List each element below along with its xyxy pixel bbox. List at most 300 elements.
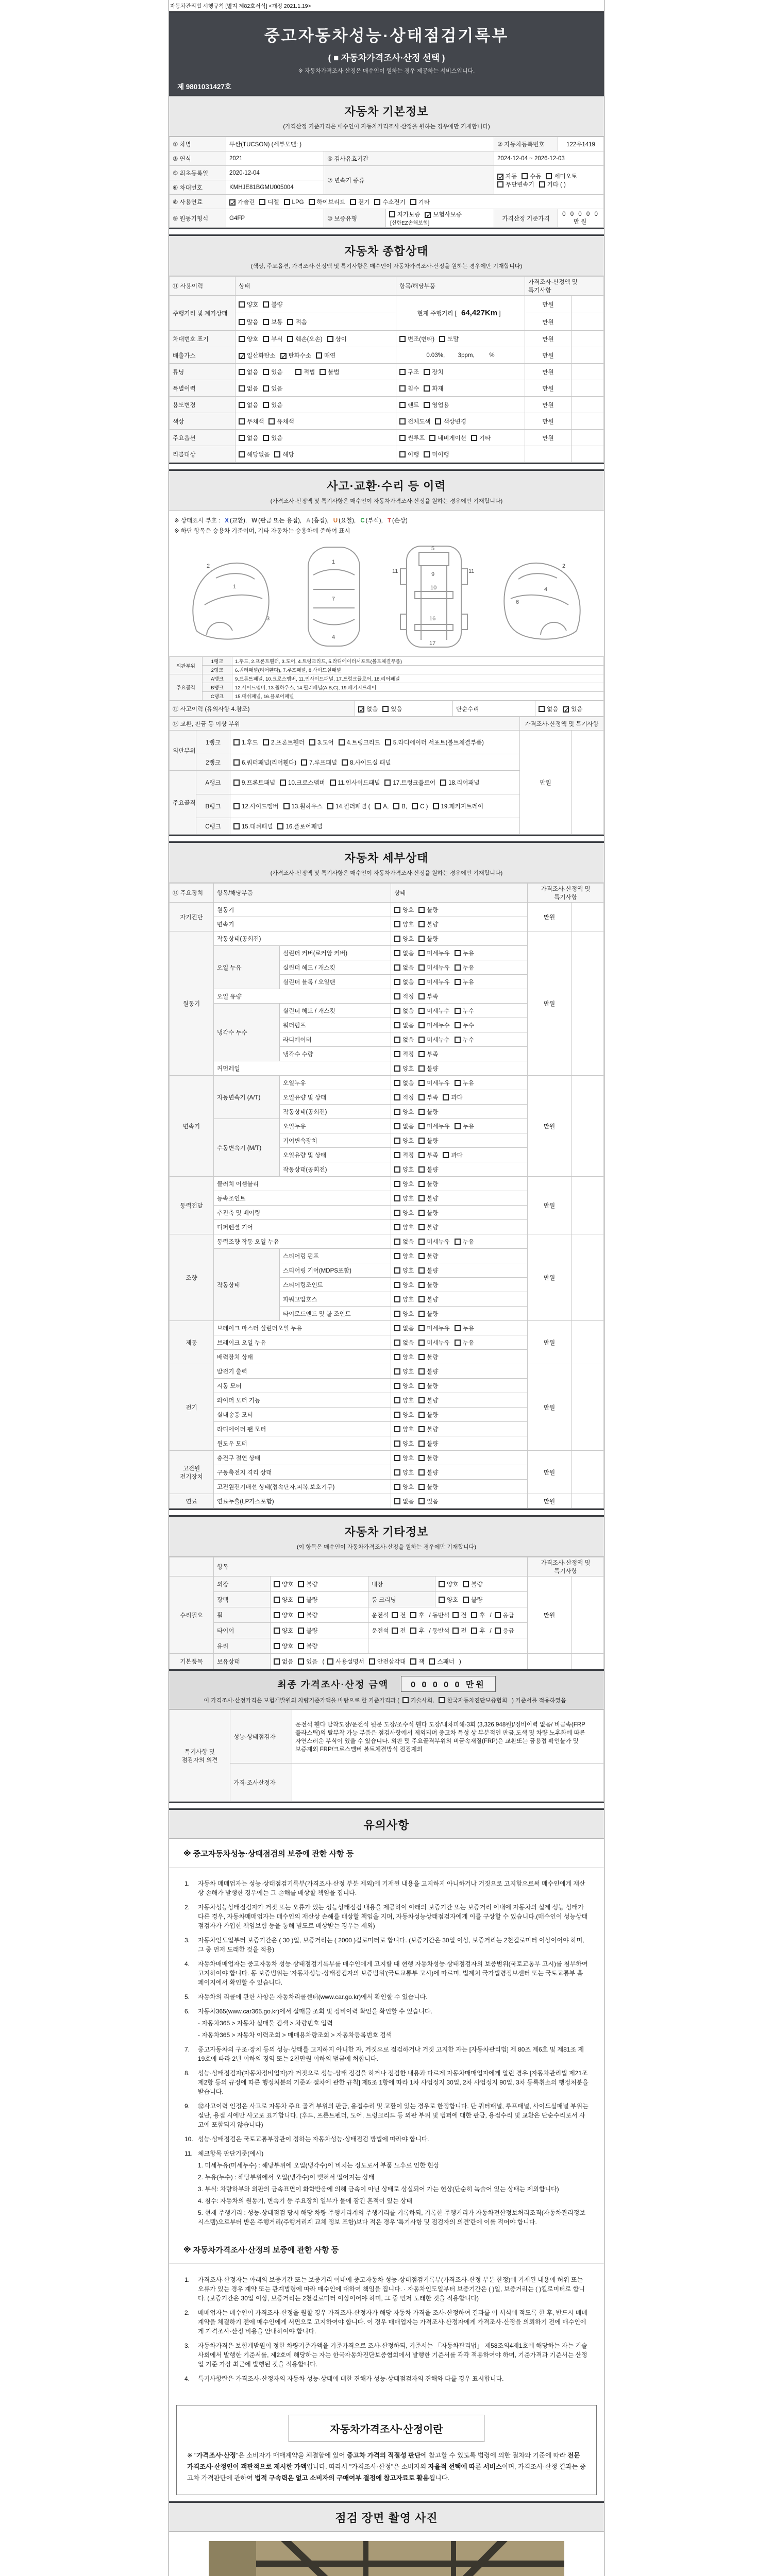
checkbox-unchecked[interactable] [263, 739, 269, 745]
checkbox-unchecked[interactable] [394, 979, 400, 985]
notice-item-number: 4. [184, 2375, 190, 2382]
checkbox-unchecked[interactable] [298, 1628, 304, 1634]
checkbox-unchecked[interactable] [263, 336, 269, 342]
checkbox-unchecked[interactable] [455, 1340, 461, 1346]
checkbox-unchecked[interactable] [239, 369, 245, 375]
checkbox-unchecked[interactable] [274, 1643, 280, 1649]
overall-state-table [169, 276, 604, 463]
checkbox-unchecked[interactable] [350, 199, 356, 205]
checkbox-unchecked[interactable] [309, 739, 315, 745]
checkbox-unchecked[interactable] [439, 1597, 445, 1603]
checkbox-unchecked[interactable] [298, 1658, 304, 1665]
checkbox-unchecked[interactable] [394, 1296, 400, 1302]
notice-item-text [198, 1903, 589, 1930]
text-label: / 동반석 [429, 1628, 450, 1634]
checkbox-unchecked[interactable] [280, 779, 286, 786]
item-label: 커먼레일 [214, 1061, 391, 1076]
legend-rank: 2랭크 [203, 666, 232, 674]
checkbox-unchecked[interactable] [394, 936, 400, 942]
checkbox-unchecked[interactable] [418, 936, 425, 942]
checkbox-unchecked[interactable] [418, 1210, 425, 1216]
text-label: (손상) [392, 518, 408, 524]
checkbox-unchecked[interactable] [394, 1065, 400, 1072]
checkbox-option [394, 949, 414, 957]
checkbox-label: 불량 [427, 1368, 439, 1375]
checkbox-unchecked[interactable] [233, 759, 240, 766]
text-label [287, 369, 292, 376]
checkbox-unchecked[interactable] [309, 199, 315, 205]
checkbox-unchecked[interactable] [418, 1267, 425, 1274]
checkbox-unchecked[interactable] [394, 1195, 400, 1201]
legend-group: 외판부위 [170, 657, 203, 674]
checkbox-unchecked[interactable] [298, 1597, 304, 1603]
checkbox-unchecked[interactable] [394, 1440, 400, 1447]
checkbox-unchecked[interactable] [424, 402, 430, 408]
checkbox-label: 누수 [462, 1008, 474, 1014]
checkbox-unchecked[interactable] [418, 1181, 425, 1187]
price-cell: 만원 [528, 1321, 572, 1364]
state-cell [391, 975, 528, 989]
checkbox-unchecked[interactable] [274, 1658, 280, 1665]
checkbox-unchecked[interactable] [327, 803, 333, 809]
checkbox-unchecked[interactable] [418, 1311, 425, 1317]
checkbox-unchecked[interactable] [439, 336, 445, 342]
checkbox-unchecked[interactable] [418, 1152, 425, 1158]
checkbox-unchecked[interactable] [394, 1166, 400, 1173]
item-label: 기어변속장치 [280, 1133, 391, 1148]
notice-item-subline: 2. 누유(누수) : 해당부위에서 오일(냉각수)이 맺혀서 떨어지는 상태 [198, 2174, 375, 2181]
pricing-definition-body [187, 2450, 586, 2484]
checkbox-unchecked[interactable] [239, 301, 245, 308]
checkbox-checked[interactable]: ✓ [281, 352, 287, 360]
checkbox-unchecked[interactable] [394, 950, 400, 956]
label-engine-type: ⑨ 원동기형식 [170, 209, 226, 228]
checkbox-unchecked[interactable] [382, 706, 389, 712]
panel-group-주요골격: 주요골격 [170, 771, 196, 835]
checkbox-unchecked[interactable] [439, 1697, 445, 1703]
checkbox-option [424, 401, 449, 409]
checkbox-unchecked[interactable] [418, 1022, 425, 1028]
checkbox-option [439, 1596, 458, 1604]
checkbox-unchecked[interactable] [394, 1022, 400, 1028]
checkbox-unchecked[interactable] [298, 1581, 304, 1587]
checkbox-unchecked[interactable] [410, 1658, 416, 1665]
checkbox-unchecked[interactable] [495, 1612, 501, 1618]
price-cell: 만원 [525, 430, 572, 446]
checkbox-unchecked[interactable] [394, 1469, 400, 1476]
checkbox-unchecked[interactable] [394, 1354, 400, 1360]
checkbox-unchecked[interactable] [342, 759, 348, 766]
checkbox-unchecked[interactable] [418, 1455, 425, 1461]
checkbox-unchecked[interactable] [394, 1311, 400, 1317]
value-fuel [226, 195, 604, 209]
checkbox-unchecked[interactable] [392, 1612, 398, 1618]
checkbox-unchecked[interactable] [410, 1612, 416, 1618]
section-overall-title: 자동차 종합상태 [344, 245, 429, 258]
checkbox-option [410, 1657, 424, 1666]
checkbox-unchecked[interactable] [233, 739, 240, 745]
checkbox-label: 화재 [432, 385, 444, 392]
checkbox-unchecked[interactable] [239, 385, 245, 392]
checkbox-unchecked[interactable] [418, 1340, 425, 1346]
item-label: 워터펌프 [280, 1018, 391, 1032]
checkbox-unchecked[interactable] [399, 385, 406, 392]
section-basic-subtitle: (가격산정 기준가격은 매수인이 자동차가격조사·산정을 원하는 경우에만 기재합니다) [283, 124, 490, 130]
checkbox-unchecked[interactable] [418, 979, 425, 985]
checkbox-option [418, 1137, 438, 1145]
checkbox-label: 미세누유 [427, 1123, 450, 1130]
checkbox-label: 미세누유 [427, 964, 450, 971]
checkbox-label: 한국자동차진단보증협회 [447, 1698, 508, 1704]
checkbox-unchecked[interactable] [429, 1658, 435, 1665]
checkbox-unchecked[interactable] [522, 173, 528, 179]
checkbox-unchecked[interactable] [239, 336, 245, 342]
checkbox-unchecked[interactable] [233, 823, 240, 829]
checkbox-unchecked[interactable] [455, 950, 461, 956]
checkbox-unchecked[interactable] [394, 1383, 400, 1389]
checkbox-unchecked[interactable] [435, 418, 441, 425]
state-cell [391, 1451, 528, 1465]
checkbox-option [394, 1036, 414, 1044]
checkbox-unchecked[interactable] [455, 1123, 461, 1129]
checkbox-unchecked[interactable] [274, 1597, 280, 1603]
checkbox-unchecked[interactable] [263, 301, 269, 308]
checkbox-unchecked[interactable] [418, 1397, 425, 1403]
checkbox-unchecked[interactable] [455, 1022, 461, 1028]
checkbox-unchecked[interactable] [539, 706, 545, 712]
checkbox-unchecked[interactable] [394, 1123, 400, 1129]
checkbox-unchecked[interactable] [268, 418, 275, 425]
checkbox-unchecked[interactable] [394, 1037, 400, 1043]
checkbox-unchecked[interactable] [284, 199, 290, 205]
checkbox-unchecked[interactable] [424, 385, 430, 392]
checkbox-unchecked[interactable] [418, 907, 425, 913]
notice-item-number: 8. [184, 2070, 190, 2077]
value-car-name: 투싼(TUCSON) (세부모델: ) [226, 137, 494, 151]
checkbox-option [399, 450, 419, 459]
checkbox-unchecked[interactable] [471, 435, 477, 441]
checkbox-unchecked[interactable] [394, 1426, 400, 1432]
checkbox-unchecked[interactable] [418, 1412, 425, 1418]
checkbox-checked[interactable]: ✓ [498, 173, 504, 181]
checkbox-unchecked[interactable] [393, 803, 399, 809]
checkbox-unchecked[interactable] [455, 979, 461, 985]
checkbox-unchecked[interactable] [239, 435, 245, 441]
checkbox-unchecked[interactable] [418, 1368, 425, 1375]
checkbox-label: 누유 [462, 1080, 474, 1087]
state-cell [391, 1249, 528, 1263]
checkbox-unchecked[interactable] [394, 1224, 400, 1230]
checkbox-unchecked[interactable] [418, 1123, 425, 1129]
checkbox-unchecked[interactable] [418, 1008, 425, 1014]
checkbox-unchecked[interactable] [418, 1325, 425, 1331]
checkbox-unchecked[interactable] [233, 803, 240, 809]
checkbox-label: 없음 [402, 1498, 414, 1505]
pricing-definition-segment: 전문 가격조사·산정인이 객관적으로 제시한 가액 [187, 2452, 580, 2470]
checkbox-label: 응급 [502, 1612, 514, 1619]
checkbox-unchecked[interactable] [239, 402, 245, 408]
checkbox-unchecked[interactable] [433, 803, 439, 809]
checkbox-unchecked[interactable] [263, 319, 269, 325]
checkbox-unchecked[interactable] [418, 1094, 425, 1100]
checkbox-unchecked[interactable] [463, 1581, 469, 1587]
checkbox-unchecked[interactable] [418, 1138, 425, 1144]
checkbox-unchecked[interactable] [412, 803, 418, 809]
checkbox-unchecked[interactable] [374, 199, 380, 205]
checkbox-unchecked[interactable] [394, 1325, 400, 1331]
checkbox-unchecked[interactable] [418, 1469, 425, 1476]
checkbox-unchecked[interactable] [263, 369, 269, 375]
section-detail-title: 자동차 세부상태 [344, 852, 429, 865]
checkbox-unchecked[interactable] [452, 1612, 459, 1618]
legend-items: 9.프론트패널, 10.크로스멤버, 11.인사이드패널, 17.트렁크플로어, 18.리어패널 [232, 674, 604, 683]
svg-text:11: 11 [468, 568, 475, 574]
checkbox-unchecked[interactable] [418, 1498, 425, 1504]
checkbox-unchecked[interactable] [418, 1195, 425, 1201]
checkbox-label: 누유 [462, 1123, 474, 1130]
checkbox-option [394, 1122, 414, 1130]
checkbox-unchecked[interactable] [418, 1440, 425, 1447]
checkbox-unchecked[interactable] [394, 1282, 400, 1288]
checkbox-unchecked[interactable] [389, 211, 395, 217]
checkbox-unchecked[interactable] [418, 993, 425, 999]
checkbox-unchecked[interactable] [418, 1383, 425, 1389]
checkbox-checked[interactable]: ✓ [359, 705, 365, 714]
checkbox-label: 유채색 [277, 418, 294, 425]
checkbox-unchecked[interactable] [443, 1094, 449, 1100]
item-label: 실린더 커버(로커암 커버) [280, 946, 391, 960]
checkbox-unchecked[interactable] [394, 1368, 400, 1375]
checkbox-unchecked[interactable] [369, 1658, 375, 1665]
column-header-state: 상태 [391, 884, 528, 903]
checkbox-unchecked[interactable] [320, 369, 326, 375]
checkbox-unchecked[interactable] [298, 1612, 304, 1618]
checkbox-unchecked[interactable] [384, 779, 391, 786]
checkbox-unchecked[interactable] [287, 319, 293, 325]
checkbox-checked[interactable]: ✓ [564, 705, 570, 714]
checkbox-unchecked[interactable] [424, 451, 430, 457]
checkbox-unchecked[interactable] [394, 1340, 400, 1346]
checkbox-unchecked[interactable] [399, 418, 406, 425]
checkbox-unchecked[interactable] [455, 1325, 461, 1331]
checkbox-option [394, 1281, 414, 1289]
checkbox-unchecked[interactable] [455, 1080, 461, 1086]
checkbox-unchecked[interactable] [546, 173, 552, 179]
checkbox-unchecked[interactable] [394, 1397, 400, 1403]
notice-item-text [198, 2374, 589, 2383]
state-code-legend [174, 516, 599, 524]
checkbox-unchecked[interactable] [274, 1628, 280, 1634]
checkbox-unchecked[interactable] [418, 1426, 425, 1432]
checkbox-unchecked[interactable] [394, 907, 400, 913]
checkbox-unchecked[interactable] [418, 1282, 425, 1288]
checkbox-unchecked[interactable] [233, 779, 240, 786]
checkbox-unchecked[interactable] [263, 435, 269, 441]
notice-item [184, 1879, 589, 1897]
state-cell [391, 1422, 528, 1436]
checkbox-unchecked[interactable] [394, 1181, 400, 1187]
checkbox-label: 양호 [402, 1426, 414, 1433]
checkbox-unchecked[interactable] [394, 1109, 400, 1115]
checkbox-unchecked[interactable] [327, 1658, 333, 1665]
checkbox-unchecked[interactable] [394, 921, 400, 927]
row-label-mileage: 주행거리 및 계기상태 [170, 296, 236, 331]
checkbox-unchecked[interactable] [277, 823, 283, 829]
checkbox-unchecked[interactable] [394, 1210, 400, 1216]
checkbox-option [375, 803, 389, 810]
checkbox-unchecked[interactable] [495, 1628, 501, 1634]
checkbox-unchecked[interactable] [418, 1224, 425, 1230]
checkbox-unchecked[interactable] [399, 369, 406, 375]
checkbox-unchecked[interactable] [418, 1354, 425, 1360]
checkbox-unchecked[interactable] [394, 1267, 400, 1274]
notice-item-number: 2. [184, 1904, 190, 1911]
checkbox-label: 없음 [247, 402, 259, 409]
checkbox-unchecked[interactable] [259, 199, 265, 205]
checkbox-unchecked[interactable] [330, 779, 336, 786]
checkbox-unchecked[interactable] [394, 1008, 400, 1014]
checkbox-unchecked[interactable] [394, 964, 400, 971]
checkbox-unchecked[interactable] [418, 1484, 425, 1490]
checkbox-label: 불량 [471, 1581, 483, 1588]
checkbox-unchecked[interactable] [471, 1612, 477, 1618]
checkbox-label: 미세누수 [427, 1037, 450, 1043]
state-cell [236, 430, 396, 446]
pricing-definition-segment: 됩니다. [429, 2474, 450, 2482]
checkbox-unchecked[interactable] [263, 385, 269, 392]
checkbox-unchecked[interactable] [455, 1037, 461, 1043]
checkbox-unchecked[interactable] [239, 418, 245, 425]
checkbox-unchecked[interactable] [418, 1051, 425, 1057]
checkbox-unchecked[interactable] [418, 1109, 425, 1115]
checkbox-unchecked[interactable] [424, 369, 430, 375]
checkbox-unchecked[interactable] [455, 964, 461, 971]
checkbox-option [418, 1483, 438, 1491]
item-cell [396, 430, 525, 446]
checkbox-unchecked[interactable] [418, 950, 425, 956]
car-damage-diagrams [169, 538, 604, 656]
checkbox-unchecked[interactable] [295, 369, 301, 375]
checkbox-unchecked[interactable] [394, 1138, 400, 1144]
checkbox-unchecked[interactable] [394, 1498, 400, 1504]
checkbox-unchecked[interactable] [274, 1581, 280, 1587]
checkbox-unchecked[interactable] [394, 1152, 400, 1158]
checkbox-unchecked[interactable] [463, 1597, 469, 1603]
checkbox-unchecked[interactable] [418, 1037, 425, 1043]
checkbox-unchecked[interactable] [471, 1628, 477, 1634]
checkbox-unchecked[interactable] [239, 319, 245, 325]
checkbox-option [539, 705, 558, 713]
checkbox-unchecked[interactable] [375, 803, 381, 809]
checkbox-unchecked[interactable] [263, 402, 269, 408]
simple-repair-state [535, 701, 604, 717]
checkbox-unchecked[interactable] [439, 1581, 445, 1587]
checkbox-option [239, 401, 258, 409]
checkbox-unchecked[interactable] [394, 1484, 400, 1490]
checkbox-unchecked[interactable] [418, 1166, 425, 1173]
checkbox-unchecked[interactable] [394, 1051, 400, 1057]
memo-cell [572, 296, 604, 313]
checkbox-label: 누유 [462, 979, 474, 986]
checkbox-option [418, 1209, 438, 1217]
checkbox-unchecked[interactable] [410, 1628, 416, 1634]
row-label-usage: 용도변경 [170, 397, 236, 413]
notice-item [184, 2341, 589, 2369]
checkbox-unchecked[interactable] [418, 1239, 425, 1245]
checkbox-option [393, 803, 407, 810]
checkbox-option [295, 368, 315, 376]
checkbox-label: 없음 [402, 1022, 414, 1029]
checkbox-unchecked[interactable] [327, 336, 333, 342]
checkbox-label: 과다 [451, 1094, 463, 1101]
checkbox-checked[interactable]: ✓ [426, 211, 432, 219]
checkbox-checked[interactable]: ✓ [230, 198, 236, 207]
panel-rank-legend-wrap [169, 656, 604, 701]
checkbox-unchecked[interactable] [283, 803, 290, 809]
checkbox-unchecked[interactable] [394, 1094, 400, 1100]
checkbox-unchecked[interactable] [287, 336, 293, 342]
checkbox-unchecked[interactable] [316, 352, 322, 359]
checkbox-unchecked[interactable] [301, 759, 307, 766]
checkbox-unchecked[interactable] [497, 181, 503, 188]
notice-item-text [198, 2069, 589, 2096]
checkbox-unchecked[interactable] [452, 1628, 459, 1634]
checkbox-unchecked[interactable] [394, 1080, 400, 1086]
checkbox-unchecked[interactable] [418, 964, 425, 971]
checkbox-unchecked[interactable] [402, 1697, 409, 1703]
checkbox-label: 2.프론트휀더 [271, 739, 305, 746]
checkbox-unchecked[interactable] [418, 1253, 425, 1259]
checkbox-unchecked[interactable] [392, 1628, 398, 1634]
checkbox-unchecked[interactable] [239, 451, 245, 457]
checkbox-unchecked[interactable] [399, 336, 406, 342]
checkbox-unchecked[interactable] [394, 1253, 400, 1259]
checkbox-unchecked[interactable] [298, 1643, 304, 1649]
checkbox-unchecked[interactable] [274, 451, 280, 457]
checkbox-unchecked[interactable] [455, 1008, 461, 1014]
checkbox-unchecked[interactable] [394, 993, 400, 999]
checkbox-unchecked[interactable] [429, 435, 435, 441]
checkbox-unchecked[interactable] [385, 739, 391, 745]
notice-item-body: 성능·상태점검자(자동차정비업자)가 거짓으로 성능·상태 점검을 하거나 점검한 내용과 다르게 자동차매매업자에게 알린 경우 [자동차관리법 제21조 제2항 등의 규정에 따른 행정처분의 기준과 절차에 관한 규칙] 제5조 1항에 따라 1차 사업정지 30일, 2차 사업정지 90일, 3차 등록취소의 행정처분을 받습니다. [198, 2070, 589, 2095]
checkbox-label: 미이행 [432, 451, 449, 458]
checkbox-checked[interactable]: ✓ [240, 352, 245, 360]
checkbox-option [418, 949, 449, 957]
checkbox-unchecked[interactable] [418, 1296, 425, 1302]
checkbox-unchecked[interactable] [539, 181, 545, 188]
checkbox-unchecked[interactable] [399, 435, 406, 441]
checkbox-unchecked[interactable] [418, 1065, 425, 1072]
checkbox-unchecked[interactable] [410, 199, 416, 205]
checkbox-option [546, 172, 577, 180]
checkbox-unchecked[interactable] [394, 1455, 400, 1461]
checkbox-unchecked[interactable] [274, 1612, 280, 1618]
text-label: ※ 상태표시 부호 : [174, 518, 222, 524]
checkbox-unchecked[interactable] [455, 1239, 461, 1245]
pricing-definition-segment: 이며, 가격조사·산정 결과는 중고차 가격판단에 관하여 [187, 2463, 586, 2482]
memo-cell [572, 903, 604, 931]
checkbox-unchecked[interactable] [418, 1080, 425, 1086]
checkbox-unchecked[interactable] [399, 402, 406, 408]
checkbox-unchecked[interactable] [399, 451, 406, 457]
checkbox-unchecked[interactable] [339, 739, 345, 745]
checkbox-unchecked[interactable] [443, 1152, 449, 1158]
checkbox-option [394, 920, 414, 928]
checkbox-unchecked[interactable] [394, 1412, 400, 1418]
checkbox-unchecked[interactable] [418, 921, 425, 927]
checkbox-unchecked[interactable] [394, 1239, 400, 1245]
checkbox-unchecked[interactable] [440, 779, 446, 786]
